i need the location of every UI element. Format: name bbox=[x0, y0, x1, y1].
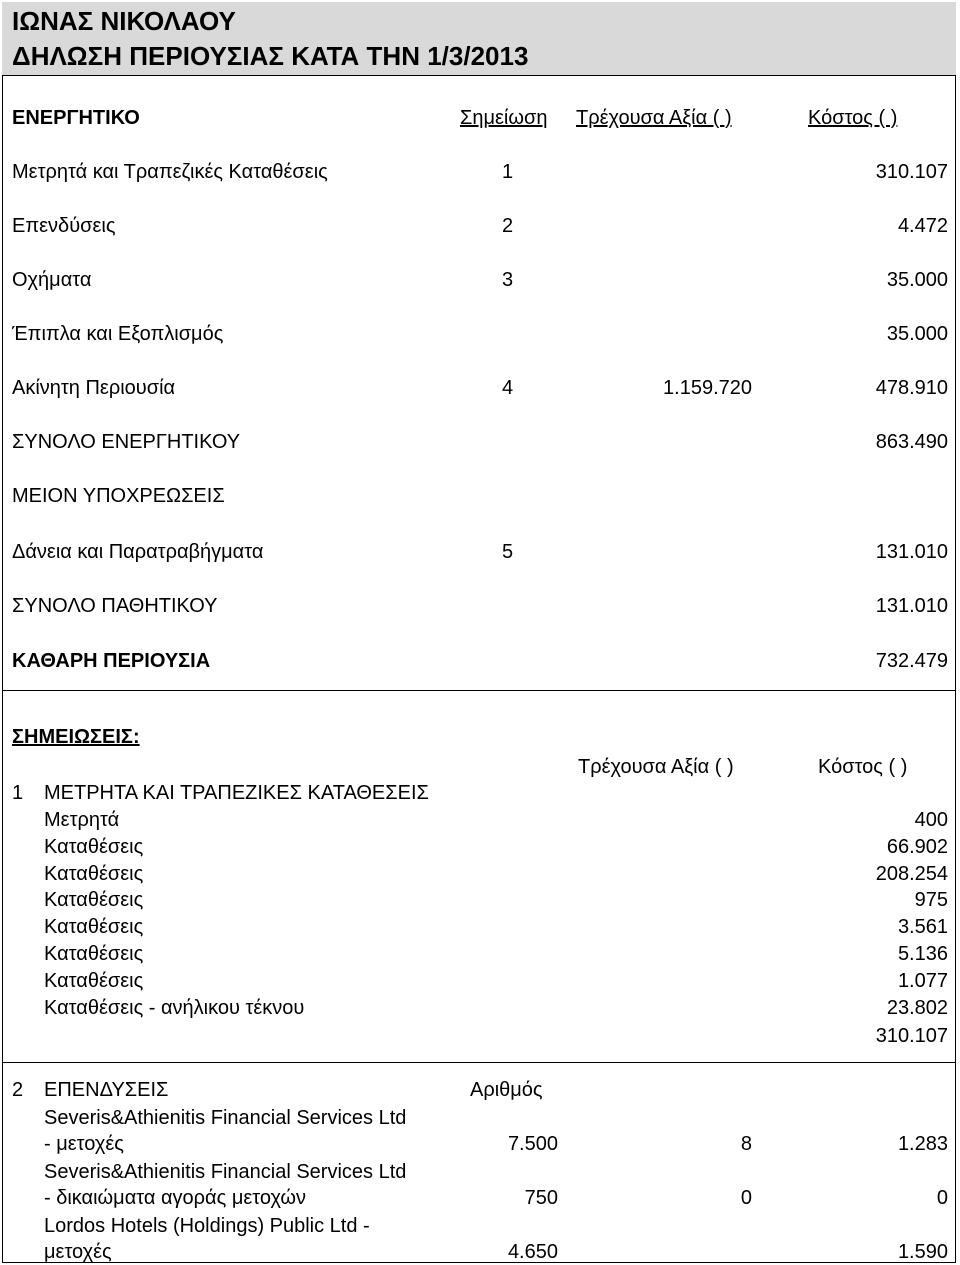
balance-row-label: Επενδύσεις bbox=[12, 215, 116, 237]
section-assets-heading: ΕΝΕΡΓΗΤΙΚΟ bbox=[12, 107, 140, 129]
note1-item-label: Καταθέσεις bbox=[44, 916, 144, 939]
note1-item-label: Καταθέσεις bbox=[44, 835, 144, 858]
section-divider bbox=[2, 1062, 956, 1063]
balance-row-note: 5 bbox=[502, 541, 514, 563]
note2-item-count: 4.650 bbox=[507, 1241, 558, 1263]
balance-row-cost: 863.490 bbox=[875, 431, 948, 453]
note1-number: 1 bbox=[12, 782, 24, 804]
note2-item-current-value: 8 bbox=[740, 1133, 752, 1155]
note1-item-value: 208.254 bbox=[875, 862, 948, 885]
note1-item-value: 66.902 bbox=[886, 835, 948, 858]
note1-item-label: Καταθέσεις bbox=[44, 943, 144, 965]
column-cost-header: Κόστος ( ) bbox=[808, 107, 898, 129]
note2-item-name-continued: - δικαιώματα αγοράς μετοχών bbox=[44, 1187, 307, 1209]
balance-row-current-value: 1.159.720 bbox=[663, 377, 752, 399]
balance-row-note: 3 bbox=[502, 269, 514, 291]
section-divider bbox=[2, 690, 956, 691]
note1-item-label: Καταθέσεις - ανήλικου τέκνου bbox=[44, 996, 305, 1019]
note2-item-current-value: 0 bbox=[740, 1187, 752, 1209]
column-current-value-header: Τρέχουσα Αξία ( ) bbox=[576, 107, 732, 129]
note1-item-value: 400 bbox=[914, 809, 948, 831]
note2-item-name: Lordos Hotels (Holdings) Public Ltd - bbox=[44, 1215, 370, 1237]
column-note-header: Σημείωση bbox=[460, 107, 548, 129]
note2-count-header: Αριθμός bbox=[470, 1079, 543, 1101]
note1-item-value: 3.561 bbox=[897, 916, 948, 939]
balance-row-label: Ακίνητη Περιουσία bbox=[12, 377, 176, 399]
owner-name: ΙΩΝΑΣ ΝΙΚΟΛΑΟΥ bbox=[12, 6, 236, 36]
balance-row-cost: 131.010 bbox=[875, 595, 948, 617]
net-worth-value: 732.479 bbox=[875, 650, 948, 672]
balance-row-note: 1 bbox=[502, 161, 514, 183]
notes-heading: ΣΗΜΕΙΩΣΕΙΣ: bbox=[12, 726, 140, 748]
note2-item-count: 7.500 bbox=[507, 1133, 558, 1155]
note2-number: 2 bbox=[12, 1079, 24, 1101]
note1-title: ΜΕΤΡΗΤΑ ΚΑΙ ΤΡΑΠΕΖΙΚΕΣ ΚΑΤΑΘΕΣΕΙΣ bbox=[44, 782, 429, 804]
balance-row-label: Οχήματα bbox=[12, 269, 92, 291]
balance-row-cost: 4.472 bbox=[897, 215, 948, 237]
note2-item-name-continued: - μετοχές bbox=[44, 1133, 124, 1155]
balance-row-cost: 478.910 bbox=[875, 377, 948, 399]
note1-total: 310.107 bbox=[875, 1025, 948, 1047]
notes-column-current-value-header: Τρέχουσα Αξία ( ) bbox=[578, 756, 734, 778]
note2-title: ΕΠΕΝΔΥΣΕΙΣ bbox=[44, 1079, 169, 1101]
balance-row-label: ΣΥΝΟΛΟ ΕΝΕΡΓΗΤΙΚΟΥ bbox=[12, 431, 241, 453]
balance-row-label: Έπιπλα και Εξοπλισμός bbox=[12, 323, 224, 345]
note1-item-value: 975 bbox=[914, 889, 948, 912]
balance-row-note: 4 bbox=[502, 377, 514, 399]
notes-column-cost-header: Κόστος ( ) bbox=[818, 756, 908, 778]
note2-item-name: Severis&Athienitis Financial Services Ltd bbox=[44, 1107, 407, 1129]
balance-row-label: Δάνεια και Παρατραβήγματα bbox=[12, 541, 264, 563]
note2-item-cost: 0 bbox=[936, 1187, 948, 1209]
balance-row-cost: 131.010 bbox=[875, 541, 948, 563]
balance-row-label: ΣΥΝΟΛΟ ΠΑΘΗΤΙΚΟΥ bbox=[12, 595, 218, 617]
document-title: ΔΗΛΩΣΗ ΠΕΡΙΟΥΣΙΑΣ ΚΑΤΑ ΤΗΝ 1/3/2013 bbox=[12, 41, 529, 71]
balance-row-cost: 35.000 bbox=[886, 269, 948, 291]
note2-item-name: Severis&Athienitis Financial Services Ltd bbox=[44, 1161, 407, 1183]
note2-item-cost: 1.590 bbox=[897, 1241, 948, 1263]
balance-row-cost: 310.107 bbox=[875, 161, 948, 183]
note1-item-label: Μετρητά bbox=[44, 809, 120, 831]
note2-item-count: 750 bbox=[524, 1187, 558, 1209]
note1-item-value: 23.802 bbox=[886, 996, 948, 1019]
note2-item-name-continued: μετοχές bbox=[44, 1241, 112, 1263]
note1-item-label: Καταθέσεις bbox=[44, 889, 144, 912]
note1-item-value: 1.077 bbox=[897, 969, 948, 992]
balance-row-label: Μετρητά και Τραπεζικές Καταθέσεις bbox=[12, 161, 328, 183]
note1-item-value: 5.136 bbox=[897, 943, 948, 965]
note1-item-label: Καταθέσεις bbox=[44, 862, 144, 885]
note2-item-cost: 1.283 bbox=[897, 1133, 948, 1155]
note1-item-label: Καταθέσεις bbox=[44, 969, 144, 992]
balance-row-note: 2 bbox=[502, 215, 514, 237]
balance-row-cost: 35.000 bbox=[886, 323, 948, 345]
net-worth-label: ΚΑΘΑΡΗ ΠΕΡΙΟΥΣΙΑ bbox=[12, 650, 211, 672]
balance-row-label: ΜΕΙΟΝ ΥΠΟΧΡΕΩΣΕΙΣ bbox=[12, 485, 225, 507]
document-frame bbox=[2, 2, 956, 1263]
